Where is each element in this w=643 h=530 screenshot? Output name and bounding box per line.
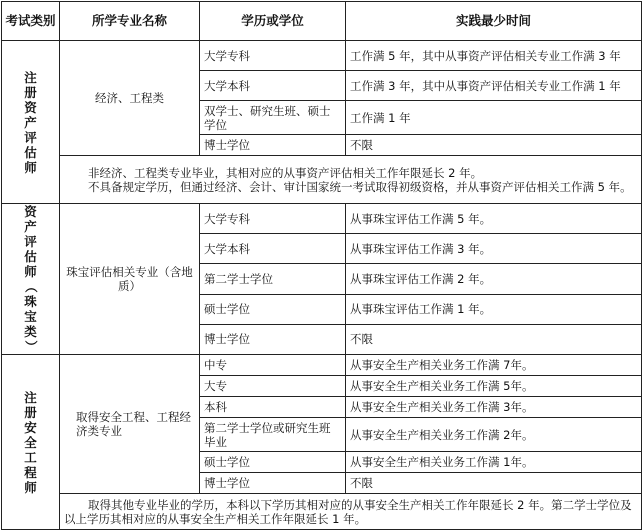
major-cell: 取得安全工程、工程经济类专业 <box>60 355 200 494</box>
table-row <box>2 355 642 376</box>
exam-type-cell <box>2 204 60 355</box>
education-cell: 硕士学位 <box>200 452 346 473</box>
education-cell: 大学本科 <box>200 234 346 264</box>
header-education: 学历或学位 <box>200 2 346 41</box>
education-cell: 中专 <box>200 355 346 376</box>
exam-type-cell <box>2 41 60 204</box>
requirement-cell: 从事安全生产相关业务工作满 7年。 <box>346 355 642 376</box>
requirement-cell: 从事珠宝评估工作满 1 年。 <box>346 294 642 324</box>
exam-type-cell <box>2 355 60 530</box>
header-row <box>2 2 642 41</box>
requirement-cell: 从事安全生产相关业务工作满 1年。 <box>346 452 642 473</box>
requirement-cell: 从事珠宝评估工作满 2 年。 <box>346 264 642 294</box>
requirement-cell: 不限 <box>346 473 642 494</box>
exam-type-label: 资 产 评 估 师 （ 珠 宝 类 ） <box>23 204 38 353</box>
qualification-table <box>1 1 642 530</box>
note-cell <box>60 156 642 204</box>
requirement-cell: 工作满 3 年，其中从事资产评估相关专业工作满 1 年 <box>346 71 642 101</box>
requirement-cell: 从事珠宝评估工作满 3 年。 <box>346 234 642 264</box>
education-cell: 大学专科 <box>200 41 346 71</box>
note-line: 不具备规定学历，但通过经济、会计、审计国家统一考试取得初级资格，并从事资产评估相关工作满 5 年。 <box>88 179 632 194</box>
education-cell: 第二学士学位或研究生班毕业 <box>200 418 346 452</box>
education-cell: 双学士、研究生班、硕士学位 <box>200 101 346 135</box>
education-cell: 硕士学位 <box>200 294 346 324</box>
requirement-cell: 不限 <box>346 135 642 156</box>
header-major: 所学专业名称 <box>60 2 200 41</box>
note-line: 非经济、工程类专业毕业，其相对应的从事资产评估相关工作年限延长 2 年。 <box>88 165 483 180</box>
requirement-cell: 从事安全生产相关业务工作满 2年。 <box>346 418 642 452</box>
note-line: 取得其他专业毕业的学历，本科以下学历其相对应的从事安全生产相关工作年限延长 2 年。第二学士学位及以上学历其相对应的从事安全生产相关工作年限延长 1 年。 <box>64 497 632 526</box>
requirement-cell: 工作满 1 年 <box>346 101 642 135</box>
header-min-practice-time: 实践最少时间 <box>346 2 642 41</box>
education-cell: 本科 <box>200 397 346 418</box>
requirement-cell: 从事珠宝评估工作满 5 年。 <box>346 204 642 234</box>
exam-type-label: 注 册 安 全 工 程 师 <box>24 389 37 495</box>
education-cell: 博士学位 <box>200 473 346 494</box>
education-cell: 第二学士学位 <box>200 264 346 294</box>
table-row <box>2 41 642 71</box>
requirement-cell: 不限 <box>346 324 642 354</box>
exam-type-label: 注 册 资 产 评 估 师 <box>24 69 37 175</box>
major-cell: 经济、工程类 <box>60 41 200 156</box>
note-cell <box>60 494 642 530</box>
header-exam-type: 考试类别 <box>2 2 60 41</box>
education-cell: 博士学位 <box>200 324 346 354</box>
requirement-cell: 工作满 5 年，其中从事资产评估相关专业工作满 3 年 <box>346 41 642 71</box>
major-cell: 珠宝评估相关专业（含地质） <box>60 204 200 355</box>
education-cell: 博士学位 <box>200 135 346 156</box>
education-cell: 大专 <box>200 376 346 397</box>
education-cell: 大学专科 <box>200 204 346 234</box>
education-cell: 大学本科 <box>200 71 346 101</box>
requirement-cell: 从事安全生产相关业务工作满 5年。 <box>346 376 642 397</box>
note-row <box>2 156 642 204</box>
requirement-cell: 从事安全生产相关业务工作满 3年。 <box>346 397 642 418</box>
note-row <box>2 494 642 530</box>
table-row <box>2 204 642 234</box>
